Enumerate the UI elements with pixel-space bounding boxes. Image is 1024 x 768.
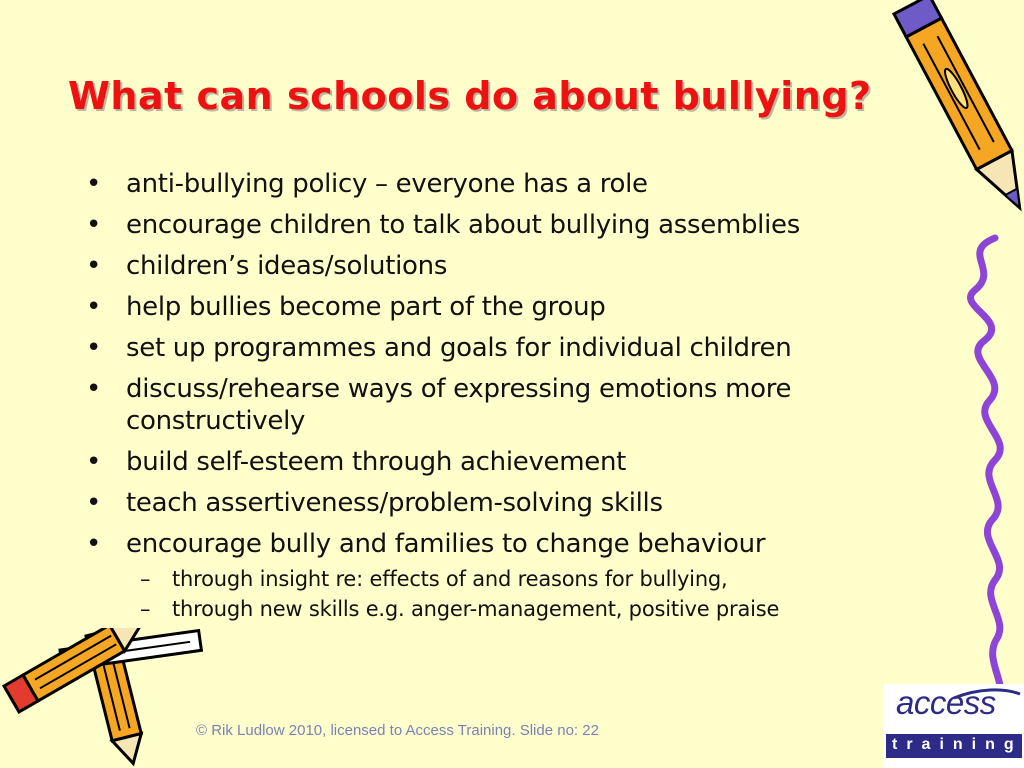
- logo-training-text: training: [892, 736, 1023, 753]
- bullet-item: [86, 250, 966, 282]
- bullet-item: [86, 209, 966, 241]
- sub-bullet-item: [126, 594, 966, 624]
- sub-bullet-text: through new skills e.g. anger-management, positive praise: [172, 597, 780, 621]
- bullet-text: encourage bully and families to change behaviour: [126, 529, 766, 559]
- bullet-text: help bullies become part of the group: [126, 292, 606, 322]
- bullet-item: [86, 291, 966, 323]
- pencil-icon-bottom-left: [0, 628, 210, 768]
- bullet-marker: •: [86, 488, 102, 518]
- sub-bullet-list: [126, 564, 966, 624]
- bullet-text: set up programmes and goals for individual children: [126, 333, 792, 363]
- bullet-marker: •: [86, 251, 102, 281]
- bullet-marker: •: [86, 374, 102, 404]
- bullet-text: teach assertiveness/problem-solving skills: [126, 488, 663, 518]
- bullet-marker: •: [86, 292, 102, 322]
- bullet-item: [86, 528, 966, 624]
- bullet-marker: •: [86, 210, 102, 240]
- slide-footer: © Rik Ludlow 2010, licensed to Access Training. Slide no: 22: [196, 722, 599, 739]
- sub-bullet-item: [126, 564, 966, 594]
- sub-bullet-marker: –: [140, 567, 151, 591]
- bullet-marker: •: [86, 169, 102, 199]
- bullet-text: children’s ideas/solutions: [126, 251, 448, 281]
- bullet-item: [86, 446, 966, 478]
- bullet-item: [86, 168, 966, 200]
- bullet-item: [86, 487, 966, 519]
- sub-bullet-marker: –: [140, 597, 151, 621]
- slide-title: What can schools do about bullying?: [68, 74, 872, 118]
- bullet-item: [86, 332, 966, 364]
- bullet-text: discuss/rehearse ways of expressing emotions more constructively: [126, 374, 792, 436]
- bullet-item: [86, 373, 966, 437]
- bullet-marker: •: [86, 447, 102, 477]
- bullet-list: [86, 168, 966, 633]
- bullet-marker: •: [86, 333, 102, 363]
- bullet-text: build self-esteem through achievement: [126, 447, 627, 477]
- bullet-text: encourage children to talk about bullying assemblies: [126, 210, 800, 240]
- bullet-marker: •: [86, 529, 102, 559]
- access-training-logo: [884, 684, 1024, 768]
- bullet-text: anti-bullying policy – everyone has a role: [126, 169, 648, 199]
- logo-band: [886, 734, 1022, 758]
- sub-bullet-text: through insight re: effects of and reasons for bullying,: [172, 567, 728, 591]
- logo-access-text: access: [896, 684, 996, 721]
